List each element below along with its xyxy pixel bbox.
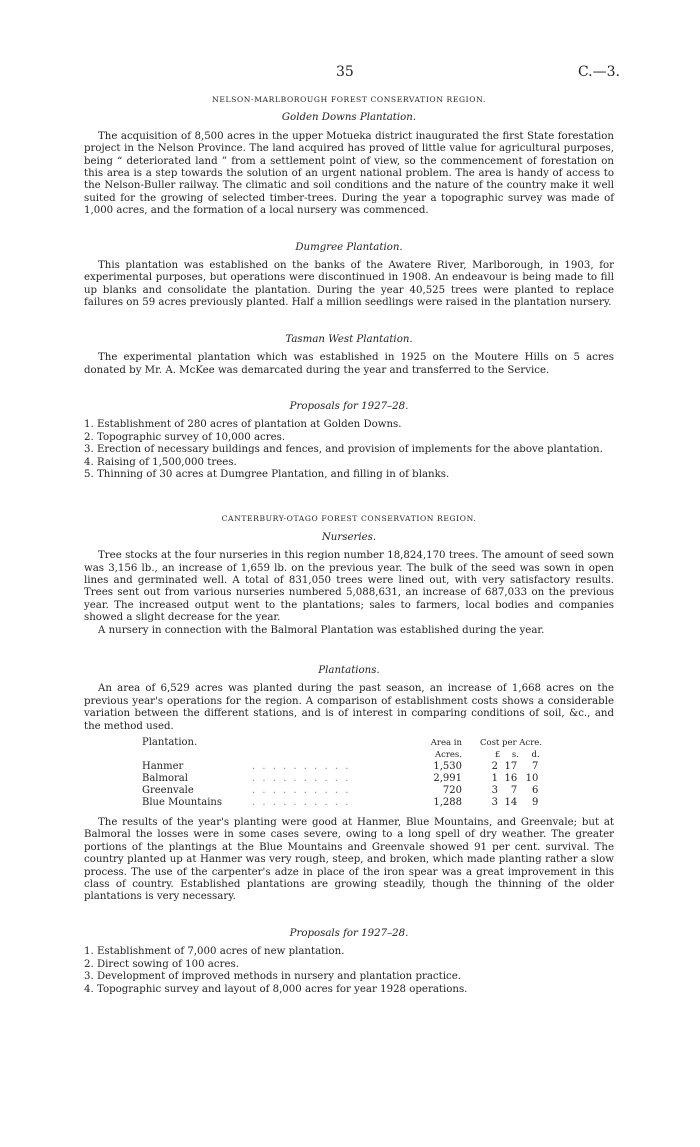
table-header-cost: Cost per Acre. — [479, 738, 542, 749]
pounds-value: 3 — [491, 785, 498, 797]
pence-value: 6 — [532, 785, 539, 797]
region-title-canterbury-otago: CANTERBURY-OTAGO FOREST CONSERVATION REGION. — [221, 514, 477, 524]
section-title-proposals-nm: Proposals for 1927–28. — [289, 400, 409, 412]
plantation-cost-table — [142, 737, 542, 809]
table-row — [142, 773, 542, 785]
paragraph-tasman-west: The experimental plantation which was established in 1925 on the Moutere Hills on 5 acres donated by Mr. A. McKee was demarcated during the year and transferred to the Service. — [84, 352, 614, 376]
proposals-list-nm — [84, 419, 614, 481]
section-title-tasman-west: Tasman West Plantation. — [285, 333, 413, 345]
paragraph-planting-results: The results of the year's planting were good at Hanmer, Blue Mountains, and Greenvale; but at Balmoral the losses were in some cases severe, owing to a long spell of dry weather. The greater portions of the plantings at the Blue Mountains and Greenvale showed 91 per cent. survival. The country planted up at Hanmer was very rough, steep, and broken, which made planting rather a slow process. The use of the carpenter's adze in place of the iron spear was a great improvement in this class of country. Established plantations are growing steadily, though the thinning of the older plantations is very necessary. — [84, 817, 614, 903]
pounds-value: 3 — [491, 797, 498, 809]
list-item: 3. Development of improved methods in nursery and plantation practice. — [84, 971, 461, 983]
proposals-list-co — [84, 946, 614, 996]
table-header-currency — [462, 749, 542, 761]
document-page — [84, 64, 620, 996]
area-value: 1,530 — [433, 761, 462, 773]
section-title-proposals-co: Proposals for 1927–28. — [289, 927, 409, 939]
paragraph-nursery-balmoral: A nursery in connection with the Balmoral Plantation was established during the year. — [98, 624, 545, 636]
leader-dots: . . . . . . . . . . — [252, 761, 351, 773]
plantation-name: Balmoral — [142, 773, 188, 785]
table-header-shillings: s. — [511, 750, 519, 761]
table-row — [142, 761, 542, 773]
shillings-value: 14 — [504, 797, 518, 809]
region-title-nelson-marlborough: NELSON-MARLBOROUGH FOREST CONSERVATION REGION. — [212, 95, 486, 104]
cost-value — [462, 785, 542, 797]
paragraph-dumgree: This plantation was established on the banks of the Awatere River, Marlborough, in 1903, for experimental purposes, but operations were discontinued in 1908. An endeavour is being made to fill up blanks and consolidate the plantation. During the year 40,525 trees were planted to replace failures on 59 acres previously planted. Half a million seedlings were raised in the plantation nursery. — [84, 260, 614, 309]
pounds-value: 1 — [491, 773, 498, 785]
cost-value — [462, 761, 542, 773]
plantation-name: Hanmer — [142, 761, 184, 773]
leader-dots: . . . . . . . . . . — [252, 773, 351, 785]
plantation-name: Greenvale — [142, 785, 194, 797]
pence-value: 7 — [532, 761, 539, 773]
area-value: 720 — [442, 785, 462, 797]
page-header — [84, 64, 620, 88]
cost-value — [462, 797, 542, 809]
table-header-area: Area in — [430, 738, 462, 749]
cost-value — [462, 773, 542, 785]
section-title-plantations: Plantations. — [318, 665, 380, 676]
section-title-nurseries: Nurseries. — [321, 531, 377, 543]
pence-value: 9 — [532, 797, 539, 809]
list-item: 5. Thinning of 30 acres at Dumgree Plantation, and filling in of blanks. — [84, 468, 450, 480]
plantation-name: Blue Mountains — [142, 797, 222, 809]
shillings-value: 16 — [504, 773, 518, 785]
pounds-value: 2 — [491, 761, 498, 773]
table-header-pounds: £ — [494, 750, 501, 761]
list-item: 4. Raising of 1,500,000 trees. — [84, 456, 237, 468]
document-reference: C.—3. — [577, 64, 620, 80]
area-value: 1,288 — [433, 797, 462, 809]
table-row — [142, 797, 542, 809]
section-title-dumgree: Dumgree Plantation. — [295, 241, 403, 253]
table-header-pence: d. — [531, 750, 540, 761]
list-item: 1. Establishment of 7,000 acres of new plantation. — [84, 946, 345, 958]
paragraph-golden-downs: The acquisition of 8,500 acres in the upper Motueka district inaugurated the first State forestation project in the Nelson Province. The land acquired has proved of little value for agricultural purposes, being “ deteriorated land ” from a settlement point of view, so the commencement of forestation on this area is a step towards the solution of an urgent national problem. The area is handy of access to the Nelson-Buller railway. The climatic and soil conditions and the nature of the country make it well suited for the growing of selected timber-trees. During the year a topographic survey was made of 1,000 acres, and the formation of a local nursery was commenced. — [84, 130, 614, 217]
leader-dots: . . . . . . . . . . — [252, 785, 351, 797]
list-item: 2. Topographic survey of 10,000 acres. — [84, 431, 286, 443]
list-item: 2. Direct sowing of 100 acres. — [84, 958, 239, 970]
page-number: 35 — [336, 64, 354, 80]
pence-value: 10 — [525, 773, 539, 785]
list-item: 3. Erection of necessary buildings and fences, and provision of implements for the above plantation. — [84, 444, 603, 456]
area-value: 2,991 — [433, 773, 462, 785]
shillings-value: 7 — [510, 785, 518, 797]
table-header-plantation: Plantation. — [142, 737, 198, 749]
list-item: 1. Establishment of 280 acres of plantation at Golden Downs. — [84, 419, 402, 431]
shillings-value: 17 — [504, 761, 518, 773]
paragraph-plantations: An area of 6,529 acres was planted during the past season, an increase of 1,668 acres on the previous year's operations for the region. A comparison of establishment costs shows a considerable variation between the different stations, and is of interest in comparing conditions of soil, &c., and the method used. — [84, 683, 614, 732]
section-title-golden-downs: Golden Downs Plantation. — [281, 112, 417, 124]
leader-dots: . . . . . . . . . . — [252, 797, 351, 809]
paragraph-nurseries: Tree stocks at the four nurseries in this region number 18,824,170 trees. The amount of seed sown was 3,156 lb., an increase of 1,659 lb. on the previous year. The bulk of the seed was sown in open lines and germinated well. A total of 831,050 trees were lined out, with very satisfactory results. Trees sent out from various nurseries numbered 5,088,631, an increase of 687,033 on the previous year. The increased output went to the plantations; sales to farmers, local bodies and companies showed a slight decrease for the year. — [84, 550, 614, 624]
table-header-area-unit: Acres. — [434, 750, 462, 761]
list-item: 4. Topographic survey and layout of 8,000 acres for year 1928 operations. — [84, 983, 468, 995]
table-row — [142, 785, 542, 797]
